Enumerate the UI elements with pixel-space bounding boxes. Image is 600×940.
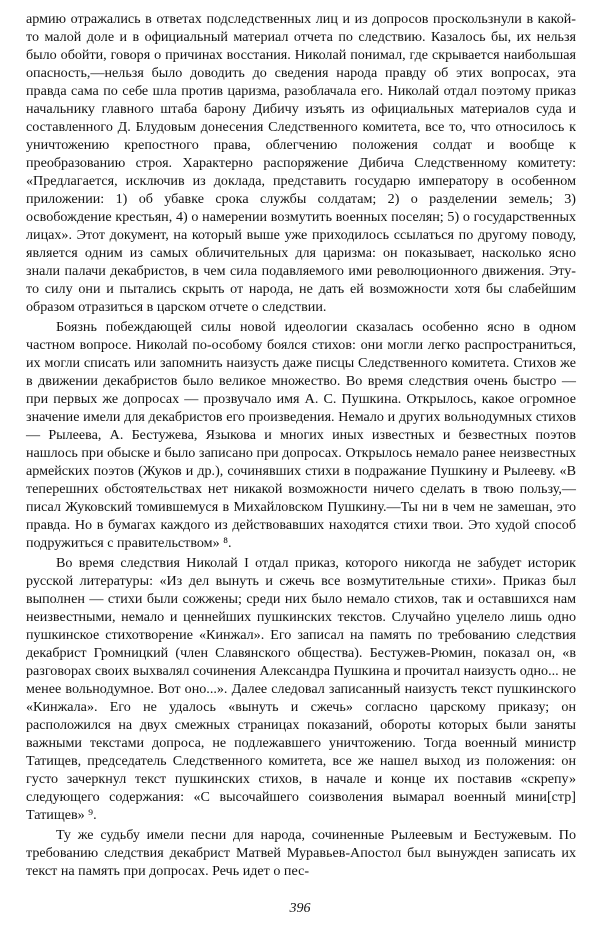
paragraph-3: Во время следствия Николай I отдал приказ, которого никогда не забудет историк русской литературы: «Из дел вынуть и сжечь все возмутительные стихи». Приказ был выполнен — стихи были сожжены; среди них было немало стихов, так и оставшихся нам неизвестными, немало и ценнейших пушкинских текстов. Случайно уцелело лишь одно пушкинское стихотворение «Кинжал». Его записал на память по требованию следствия декабрист Громницкий (член Славянского общества). Бестужев-Рюмин, показал он, «в разговорах своих выхвалял сочинения Александра Пушкина и прочитал наизусть одно... не менее вольнодумное. Вот оно...». Далее следовал записанный наизусть текст пушкинского «Кинжала». Его не удалось «вынуть и сжечь» согласно царскому приказу; он расположился на двух смежных страницах показаний, обороты которых были заняты важными текстами допроса, не подлежавшего уничтожению. Тогда военный министр Татищев, председатель Следственного комитета, все же нашел выход из положения: он густо зачеркнул текст пушкинских стихов, в начале и конце их поставив «скрепу» следующего содержания: «С высочайшего соизволения вымарал военный мини[стр] Татищев» ⁹. [26, 555, 576, 823]
paragraph-1: армию отражались в ответах подследственных лиц и из допросов проскользнули в какой-то малой доле и в официальный материал отчета по следствию. Казалось бы, их нельзя было обойти, говоря о причинах восстания. Николай понимал, где скрывается наибольшая опасность,—нельзя было доводить до сведения народа правду об этих вопросах, эта правда сама по себе шла против царизма, разоблачала его. Николай отдал поэтому приказ начальнику главного штаба барону Дибичу изъять из официальных материалов суда и составленного Д. Блудовым донесения Следственного комитета, все то, что относилось к уничтожению крепостного права, облегчению положения солдат и вообще к преобразованию строя. Характерно распоряжение Дибича Следственному комитету: «Предлагается, исключив из доклада, представить государю императору в особенном приложении: 1) об убавке срока службы солдатам; 2) о разделении земель; 3) освобождение крестьян, 4) о намерении возмутить военных поселян; 5) о государственных лицах». Этот документ, на который выше уже приходилось ссылаться по другому поводу, является одним из самых обличительных для царизма: он показывает, насколько ясно знали палачи декабристов, в чем сила подавляемого ими революционного движения. Эту-то силу они и пытались скрыть от народа, не дать ей возможности хотя бы слабейшим образом отразиться в царском отчете о следствии. [26, 11, 576, 315]
paragraph-2: Боязнь побеждающей силы новой идеологии сказалась особенно ясно в одном частном вопросе. Николай по-особому боялся стихов: они могли легко распространиться, их могли списать или запомнить наизусть даже писцы Следственного комитета. Стихов же в движении декабристов было великое множество. Во время следствия очень быстро — при первых же допросах — прозвучало имя А. С. Пушкина. Открылось, какое огромное значение имели для декабристов его произведения. Немало и других вольнодумных стихов — Рылеева, А. Бестужева, Языкова и многих иных известных и безвестных поэтов нашлось при обыске и было записано при допросах. Открылось немало ранее неизвестных армейских поэтов (Жуков и др.), сочинявших стихи в подражание Пушкину и Рылееву. «В теперешних обстоятельствах нет никакой возможности ничего сделать в твою пользу,— писал Жуковский томившемуся в Михайловском Пушкину.—Ты ни в чем не замешан, это правда. Но в бумагах каждого из действовавших находятся стихи твои. Это худой способ подружиться с правительством» ⁸. [26, 319, 576, 551]
page-body [26, 10, 576, 880]
page-number: 396 [289, 901, 311, 916]
paragraph-4: Ту же судьбу имели песни для народа, сочиненные Рылеевым и Бестужевым. По требованию следствия декабрист Матвей Муравьев-Апостол был вынужден записать их текст на память при допросах. Речь идет о пес- [26, 827, 576, 879]
